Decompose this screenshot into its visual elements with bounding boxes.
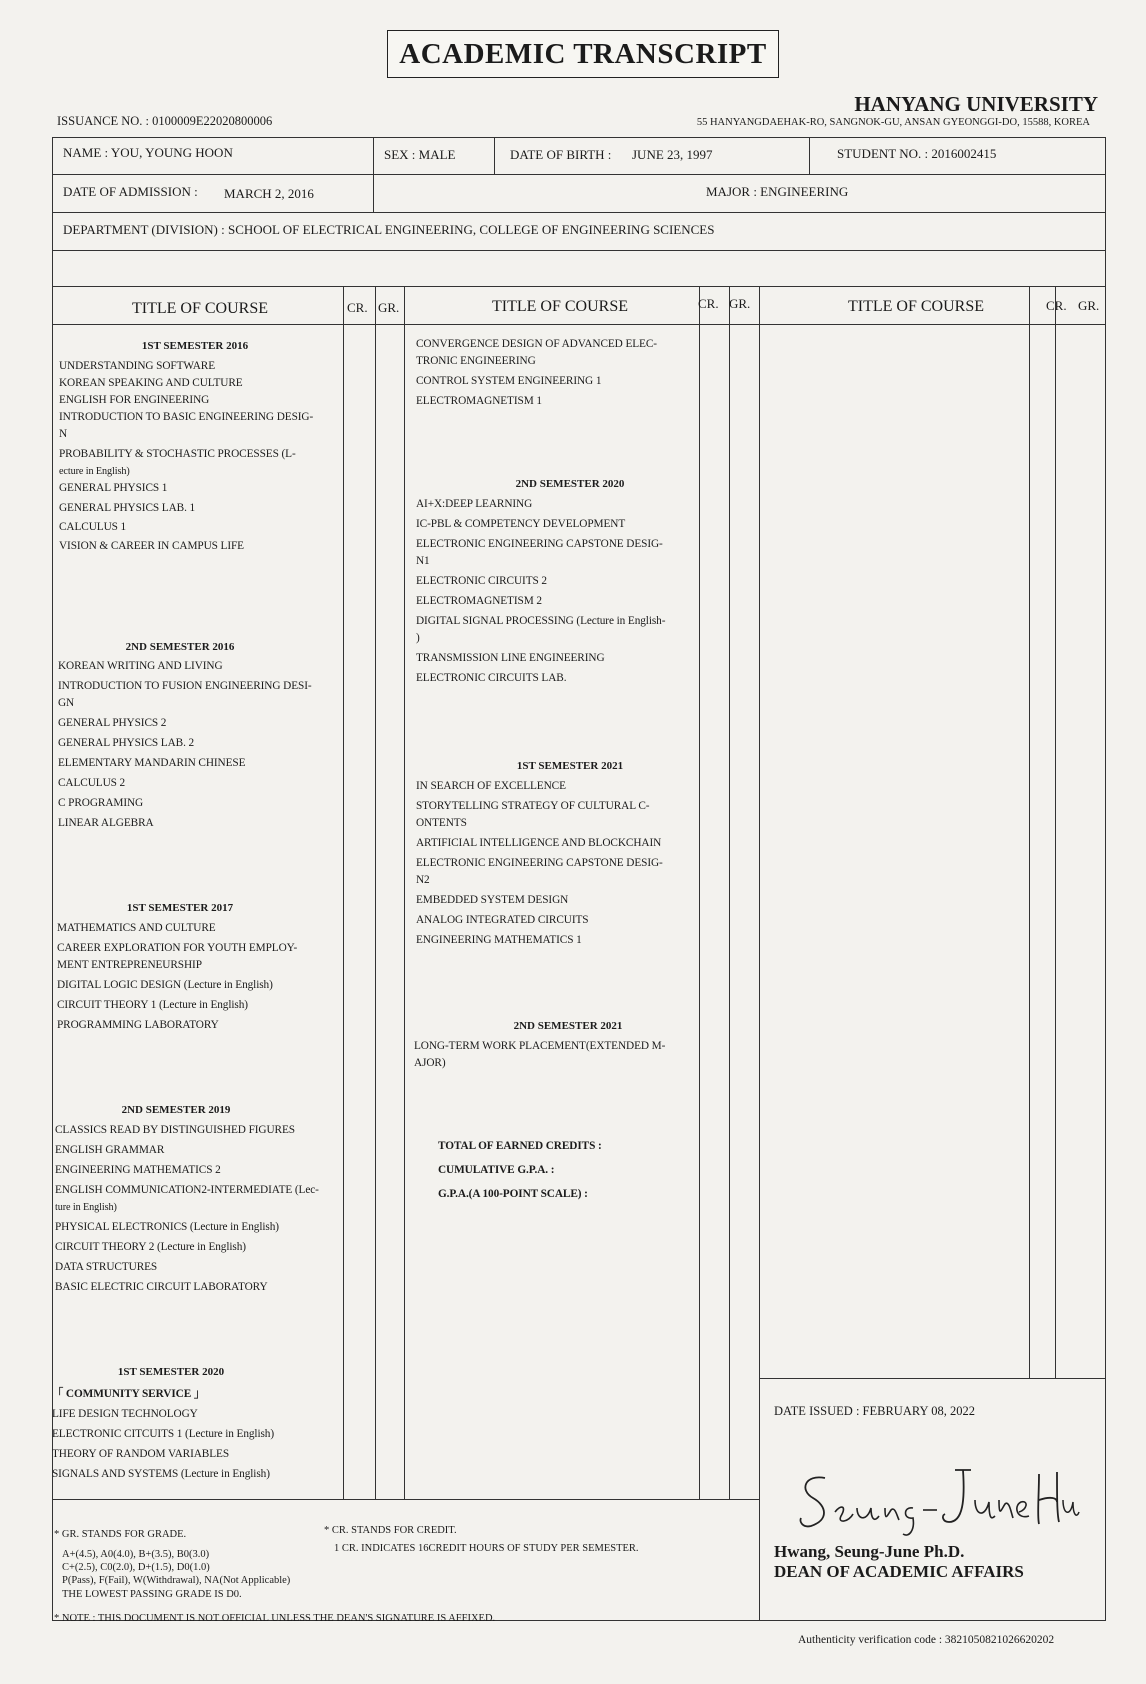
course-item: STORYTELLING STRATEGY OF CULTURAL C-	[416, 800, 650, 812]
course-item: ELECTROMAGNETISM 2	[416, 595, 542, 607]
course-item: UNDERSTANDING SOFTWARE	[59, 360, 215, 372]
col2-gr-divider	[729, 286, 730, 1499]
course-item: KOREAN SPEAKING AND CULTURE	[59, 377, 243, 389]
col3-title-header: TITLE OF COURSE	[848, 298, 984, 315]
document-title: ACADEMIC TRANSCRIPT	[387, 30, 779, 78]
cell-divider	[373, 138, 374, 174]
course-item: ENGINEERING MATHEMATICS 1	[416, 934, 582, 946]
university-address: 55 HANYANGDAEHAK-RO, SANGNOK-GU, ANSAN GYEONGGI-DO, 15588, KOREA	[696, 117, 1090, 128]
course-item: SIGNALS AND SYSTEMS (Lecture in English)	[52, 1468, 270, 1480]
course-item: DIGITAL SIGNAL PROCESSING (Lecture in English-	[416, 615, 666, 627]
course-item: ENGLISH GRAMMAR	[55, 1144, 165, 1156]
course-item: GN	[58, 697, 75, 709]
cell-divider	[809, 138, 810, 174]
total-earned-credits: TOTAL OF EARNED CREDITS :	[438, 1140, 602, 1152]
row-divider	[53, 286, 1105, 287]
course-item: BASIC ELECTRIC CIRCUIT LABORATORY	[55, 1281, 268, 1293]
student-sex: SEX : MALE	[384, 147, 456, 162]
footnote-credit-hours: 1 CR. INDICATES 16CREDIT HOURS OF STUDY PER SEMESTER.	[334, 1543, 639, 1554]
course-item: TRONIC ENGINEERING	[416, 355, 536, 367]
semester-heading: 2ND SEMESTER 2020	[515, 478, 625, 490]
course-item: ELECTROMAGNETISM 1	[416, 395, 542, 407]
course-item: INTRODUCTION TO BASIC ENGINEERING DESIG-	[59, 411, 314, 423]
course-item: N	[59, 428, 68, 440]
course-item: CIRCUIT THEORY 1 (Lecture in English)	[57, 999, 248, 1011]
col1-cr-divider	[343, 286, 344, 1499]
course-list	[52, 1386, 274, 1483]
cell-divider	[494, 138, 495, 174]
course-list	[416, 336, 657, 410]
semester-heading: 2ND SEMESTER 2016	[125, 641, 235, 653]
student-name: NAME : YOU, YOUNG HOON	[63, 145, 233, 160]
course-item: THEORY OF RANDOM VARIABLES	[52, 1448, 230, 1460]
course-item: DATA STRUCTURES	[55, 1261, 158, 1273]
col2-cr-header: CR.	[698, 296, 719, 311]
course-item: CONVERGENCE DESIGN OF ADVANCED ELEC-	[416, 338, 657, 350]
totals	[438, 1138, 602, 1203]
row-divider	[53, 250, 1105, 251]
course-item: VISION & CAREER IN CAMPUS LIFE	[59, 540, 244, 552]
course-item: ENGLISH COMMUNICATION2-INTERMEDIATE (Lec-	[55, 1184, 319, 1196]
course-item: LIFE DESIGN TECHNOLOGY	[52, 1408, 198, 1420]
row-divider	[53, 212, 1105, 213]
course-item: ture in English)	[55, 1202, 117, 1213]
course-item: )	[416, 632, 420, 644]
course-item: AI+X:DEEP LEARNING	[416, 498, 533, 510]
dob-value: JUNE 23, 1997	[632, 147, 713, 162]
course-item: ELECTRONIC CIRCUITS LAB.	[416, 672, 567, 684]
col1-cr-header: CR.	[347, 300, 368, 315]
dob-label: DATE OF BIRTH :	[510, 147, 612, 162]
course-item: CALCULUS 1	[59, 521, 127, 533]
course-list	[416, 496, 665, 687]
col2-title-header: TITLE OF COURSE	[492, 298, 628, 315]
course-item: LINEAR ALGEBRA	[58, 817, 154, 829]
col-divider	[404, 286, 405, 1499]
footnote-grade: * GR. STANDS FOR GRADE.	[54, 1529, 187, 1540]
semester-heading: 1ST SEMESTER 2016	[141, 340, 249, 352]
course-item: ELECTRONIC CIRCUITS 2	[416, 575, 547, 587]
course-item: CAREER EXPLORATION FOR YOUTH EMPLOY-	[57, 942, 298, 954]
course-item: N2	[416, 874, 430, 886]
course-item: AJOR)	[414, 1057, 446, 1069]
verification-code: Authenticity verification code : 3821050821026620202	[798, 1634, 1055, 1646]
issuance-number: ISSUANCE NO. : 0100009E22020800006	[57, 114, 273, 128]
department: DEPARTMENT (DIVISION) : SCHOOL OF ELECTRICAL ENGINEERING, COLLEGE OF ENGINEERING SCIENCES	[63, 222, 715, 237]
footnote-grades-1: A+(4.5), A0(4.0), B+(3.5), B0(3.0)	[62, 1549, 210, 1560]
course-list	[59, 358, 313, 555]
course-item: N1	[416, 555, 430, 567]
date-issued: DATE ISSUED : FEBRUARY 08, 2022	[774, 1404, 975, 1418]
admission-label: DATE OF ADMISSION :	[63, 184, 198, 199]
course-item: PHYSICAL ELECTRONICS (Lecture in English)	[55, 1221, 279, 1233]
semester-heading: 1ST SEMESTER 2017	[126, 902, 234, 914]
course-list	[57, 920, 297, 1034]
col-divider	[759, 286, 760, 1620]
course-list	[416, 778, 663, 949]
semester-heading: 2ND SEMESTER 2019	[121, 1104, 231, 1116]
course-item: KOREAN WRITING AND LIVING	[58, 660, 223, 672]
course-item: MATHEMATICS AND CULTURE	[57, 922, 216, 934]
course-item: IN SEARCH OF EXCELLENCE	[416, 780, 566, 792]
course-item: 「 COMMUNITY SERVICE 」	[52, 1388, 206, 1400]
signer-title: DEAN OF ACADEMIC AFFAIRS	[774, 1562, 1024, 1581]
course-item: MENT ENTREPRENEURSHIP	[57, 959, 202, 971]
col3-gr-divider	[1055, 286, 1056, 1378]
footnote-lowest-grade: THE LOWEST PASSING GRADE IS D0.	[62, 1589, 242, 1600]
semester-heading: 2ND SEMESTER 2021	[513, 1020, 623, 1032]
course-item: ELECTRONIC ENGINEERING CAPSTONE DESIG-	[416, 538, 663, 550]
course-item: ELECTRONIC CITCUITS 1 (Lecture in English)	[52, 1428, 275, 1440]
footnote-official-note: * NOTE : THIS DOCUMENT IS NOT OFFICIAL UNLESS THE DEAN'S SIGNATURE IS AFFIXED.	[54, 1613, 496, 1624]
course-item: TRANSMISSION LINE ENGINEERING	[416, 652, 605, 664]
course-item: PROGRAMMING LABORATORY	[57, 1019, 219, 1031]
student-number: STUDENT NO. : 2016002415	[837, 146, 997, 161]
course-item: GENERAL PHYSICS 2	[58, 717, 167, 729]
course-item: CLASSICS READ BY DISTINGUISHED FIGURES	[55, 1124, 295, 1136]
course-item: CONTROL SYSTEM ENGINEERING 1	[416, 375, 602, 387]
dean-signature	[795, 1460, 1085, 1540]
cell-divider	[373, 174, 374, 212]
course-list	[58, 658, 312, 832]
course-item: CIRCUIT THEORY 2 (Lecture in English)	[55, 1241, 246, 1253]
course-list	[414, 1038, 665, 1072]
course-item: ELEMENTARY MANDARIN CHINESE	[58, 757, 246, 769]
course-list	[55, 1122, 319, 1296]
course-item: PROBABILITY & STOCHASTIC PROCESSES (L-	[59, 448, 296, 460]
course-item: EMBEDDED SYSTEM DESIGN	[416, 894, 569, 906]
signer-name: Hwang, Seung-June Ph.D.	[774, 1542, 965, 1561]
col1-gr-divider	[375, 286, 376, 1499]
admission-value: MARCH 2, 2016	[224, 186, 314, 201]
semester-heading: 1ST SEMESTER 2020	[117, 1366, 225, 1378]
course-item: GENERAL PHYSICS LAB. 1	[59, 502, 196, 514]
semester-heading: 1ST SEMESTER 2021	[516, 760, 624, 772]
course-item: ONTENTS	[416, 817, 467, 829]
cumulative-gpa: CUMULATIVE G.P.A. :	[438, 1164, 555, 1176]
footnote-credit: * CR. STANDS FOR CREDIT.	[324, 1525, 457, 1536]
course-item: GENERAL PHYSICS 1	[59, 482, 168, 494]
major: MAJOR : ENGINEERING	[706, 184, 849, 199]
university-name: HANYANG UNIVERSITY	[854, 92, 1098, 116]
footnote-grades-3: P(Pass), F(Fail), W(Withdrawal), NA(Not Applicable)	[62, 1575, 291, 1586]
course-item: ANALOG INTEGRATED CIRCUITS	[416, 914, 589, 926]
course-item: ecture in English)	[59, 466, 130, 477]
header-divider	[53, 324, 1105, 325]
row-divider	[53, 174, 1105, 175]
col3-cr-divider	[1029, 286, 1030, 1378]
issued-divider	[759, 1378, 1105, 1379]
col1-title-header: TITLE OF COURSE	[132, 300, 268, 317]
col3-gr-header: GR.	[1078, 298, 1100, 313]
gpa-100-scale: G.P.A.(A 100-POINT SCALE) :	[438, 1188, 588, 1200]
course-item: ARTIFICIAL INTELLIGENCE AND BLOCKCHAIN	[416, 837, 662, 849]
course-item: ENGLISH FOR ENGINEERING	[59, 394, 210, 406]
col2-cr-divider	[699, 286, 700, 1499]
course-item: DIGITAL LOGIC DESIGN (Lecture in English)	[57, 979, 273, 991]
course-item: C PROGRAMING	[58, 797, 144, 809]
course-item: IC-PBL & COMPETENCY DEVELOPMENT	[416, 518, 626, 530]
course-item: INTRODUCTION TO FUSION ENGINEERING DESI-	[58, 680, 312, 692]
course-item: GENERAL PHYSICS LAB. 2	[58, 737, 195, 749]
footnote-grades-2: C+(2.5), C0(2.0), D+(1.5), D0(1.0)	[62, 1562, 210, 1573]
col1-gr-header: GR.	[378, 300, 400, 315]
col2-gr-header: GR.	[729, 296, 751, 311]
table-bottom	[53, 1499, 759, 1500]
col3-cr-header: CR.	[1046, 298, 1067, 313]
course-item: ELECTRONIC ENGINEERING CAPSTONE DESIG-	[416, 857, 663, 869]
course-item: ENGINEERING MATHEMATICS 2	[55, 1164, 221, 1176]
course-item: CALCULUS 2	[58, 777, 126, 789]
course-item: LONG-TERM WORK PLACEMENT(EXTENDED M-	[414, 1040, 666, 1052]
